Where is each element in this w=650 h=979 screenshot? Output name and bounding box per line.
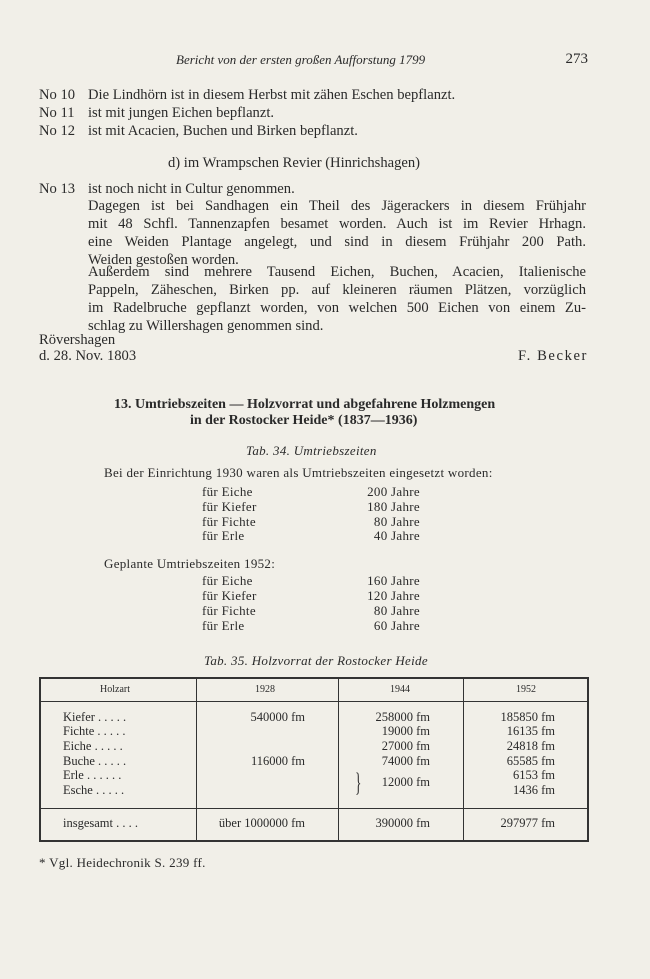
list-value: 120 Jahre <box>367 588 420 603</box>
table-total-cell: 297977 fm <box>500 816 555 830</box>
table-cell: 12000 fm <box>381 775 430 789</box>
brace-icon: } <box>355 768 362 797</box>
tab-intro: Bei der Einrichtung 1930 waren als Umtriebszeiten eingesetzt worden: <box>104 465 493 480</box>
section-heading: d) im Wrampschen Revier (Hinrichshagen) <box>168 155 421 171</box>
table-cell: 65585 fm <box>506 754 555 768</box>
list-label: für Eiche <box>202 484 253 499</box>
list-value: 180 Jahre <box>367 499 420 514</box>
footnote: * Vgl. Heidechronik S. 239 ff. <box>39 855 206 870</box>
date: d. 28. Nov. 1803 <box>39 348 137 364</box>
paragraph-line: eine Weiden Plantage angelegt, und sind in diesem Frühjahr 200 Path. <box>88 234 586 250</box>
list-label: für Fichte <box>202 603 256 618</box>
table-caption: Tab. 34. Umtriebszeiten <box>246 443 377 458</box>
entry-text: ist mit Acacien, Buchen und Birken bepflanzt. <box>88 123 358 139</box>
list-label: für Erle <box>202 618 245 633</box>
table-cell: 24818 fm <box>506 739 555 753</box>
table-cell: 27000 fm <box>381 739 430 753</box>
entry-number: No 10 <box>39 87 76 103</box>
header-rule <box>40 701 588 702</box>
table-cell: 185850 fm <box>500 710 555 724</box>
paragraph <box>88 263 586 335</box>
table-cell: 6153 fm <box>512 768 555 782</box>
table-cell: 540000 fm <box>250 710 305 724</box>
table-cell: 116000 fm <box>250 754 305 768</box>
paragraph-line: schlag zu Willershagen genommen sind. <box>88 318 324 334</box>
paragraph-line: Dagegen ist bei Sandhagen ein Theil des Jägerackers in diesem Frühjahr <box>88 198 586 214</box>
table-cell: 19000 fm <box>381 724 430 738</box>
list-value: 80 Jahre <box>373 603 420 618</box>
column-rule <box>196 678 197 841</box>
table-total-cell: 390000 fm <box>375 816 430 830</box>
paragraph-line: mit 48 Schfl. Tannenzapfen besamet worden. Auch ist im Revier Hrhagn. <box>88 216 586 232</box>
total-rule <box>40 808 588 809</box>
column-rule <box>463 678 464 841</box>
running-title: Bericht von der ersten großen Aufforstung 1799 <box>176 52 426 67</box>
list-value: 160 Jahre <box>367 573 420 588</box>
column-header: 1952 <box>516 684 536 695</box>
table-row-label: Buche . . . . . <box>63 754 127 768</box>
paragraph-line: Pappeln, Zäheschen, Birken pp. auf kleineren räumen Plätzen, vorzüglich <box>88 282 586 298</box>
table-cell: 258000 fm <box>375 710 430 724</box>
paragraph-line: Außerdem sind mehrere Tausend Eichen, Buchen, Acacien, Italienische <box>88 264 586 280</box>
column-rule <box>338 678 339 841</box>
list-label: für Fichte <box>202 514 256 529</box>
entry-text: ist mit jungen Eichen bepflanzt. <box>88 105 275 121</box>
section-title: in der Rostocker Heide* (1837—1936) <box>190 413 418 428</box>
table-row-label: Fichte . . . . . <box>63 724 126 738</box>
table-total-label: insgesamt . . . . <box>63 816 138 830</box>
page-number: 273 <box>565 51 588 67</box>
column-header: Holzart <box>100 684 130 695</box>
entry-number: No 13 <box>39 181 76 197</box>
entry-number: No 12 <box>39 123 76 139</box>
signature: F. Becker <box>518 348 588 364</box>
list-label: für Kiefer <box>202 588 257 603</box>
table-caption: Tab. 35. Holzvorrat der Rostocker Heide <box>204 653 428 668</box>
entry-text: ist noch nicht in Cultur genommen. <box>88 181 295 197</box>
table-row-label: Esche . . . . . <box>63 783 125 797</box>
table-row-label: Kiefer . . . . . <box>63 710 127 724</box>
table-cell: 16135 fm <box>506 724 555 738</box>
paragraph <box>88 197 586 269</box>
table-border <box>39 840 589 842</box>
entry-text: Die Lindhörn ist in diesem Herbst mit zähen Eschen bepflanzt. <box>88 87 456 103</box>
column-header: 1944 <box>390 684 410 695</box>
list-value: 40 Jahre <box>373 528 420 543</box>
place: Rövershagen <box>39 332 116 348</box>
table-cell: 1436 fm <box>512 783 555 797</box>
list-value: 80 Jahre <box>373 514 420 529</box>
table-cell: 74000 fm <box>381 754 430 768</box>
list-label: für Kiefer <box>202 499 257 514</box>
column-header: 1928 <box>255 684 275 695</box>
list-value: 60 Jahre <box>373 618 420 633</box>
section-title: 13. Umtriebszeiten — Holzvorrat und abgefahrene Holzmengen <box>114 397 496 412</box>
table-row-label: Erle . . . . . . <box>63 768 122 782</box>
table-border <box>39 677 589 679</box>
list-label: für Erle <box>202 528 245 543</box>
list-value: 200 Jahre <box>367 484 420 499</box>
list-label: für Eiche <box>202 573 253 588</box>
table-total-cell: über 1000000 fm <box>218 816 305 830</box>
tab-intro: Geplante Umtriebszeiten 1952: <box>104 556 276 571</box>
paragraph-line: im Radelbruche gepflanzt worden, von welchen 500 Eichen von einem Zu- <box>88 300 586 316</box>
entry-number: No 11 <box>39 105 75 121</box>
table-row-label: Eiche . . . . . <box>63 739 123 753</box>
paragraph-line: Weiden gestoßen worden. <box>88 252 239 268</box>
